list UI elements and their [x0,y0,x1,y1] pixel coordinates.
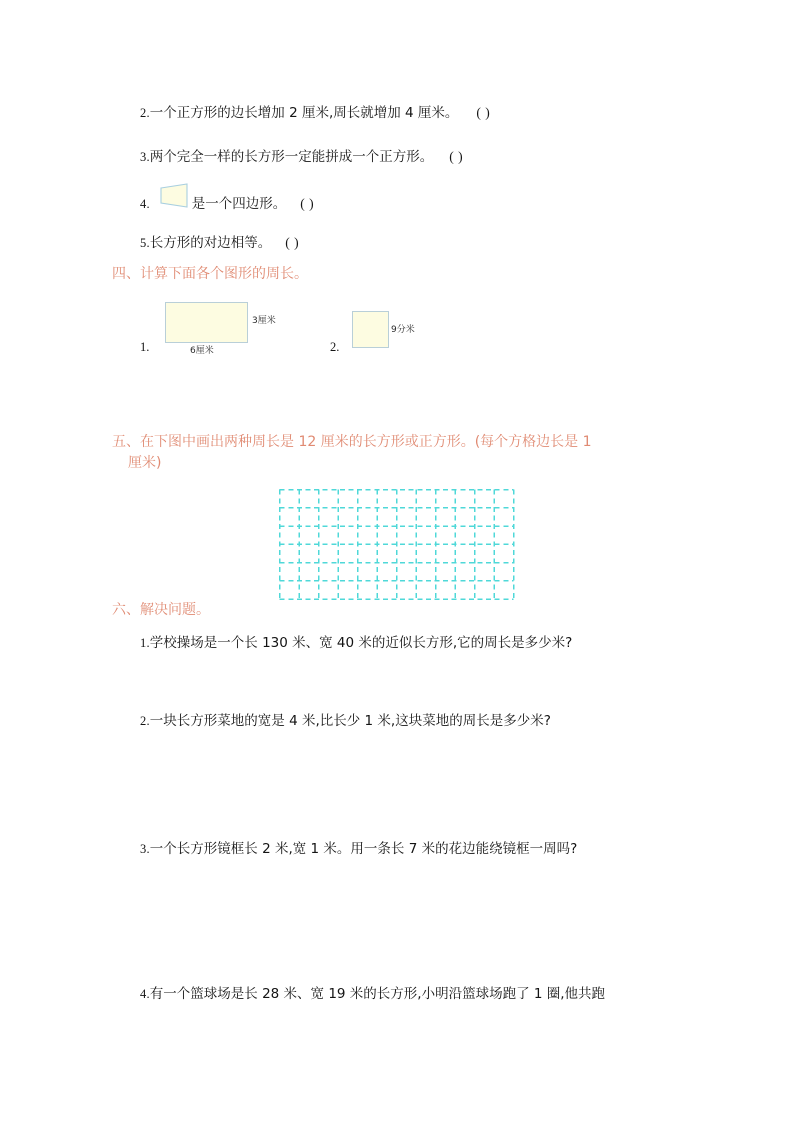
answer-bracket[interactable]: ( ) [476,105,491,120]
answer-bracket[interactable]: ( ) [300,196,315,211]
drawing-grid[interactable] [279,489,515,600]
true-false-item-3 [140,148,463,166]
problem-1 [140,634,572,652]
figure-1-height-label: 3厘米 [252,316,276,326]
answer-bracket[interactable]: ( ) [449,149,464,164]
true-false-item-2 [140,104,490,122]
figure-1-rectangle [165,302,248,343]
item-number: 4. [140,197,150,211]
figure-2-index: 2. [330,340,340,354]
problem-text: 学校操场是一个长 130 米、宽 40 米的近似长方形,它的周长是多少米? [149,635,573,651]
problem-text: 有一个篮球场是长 28 米、宽 19 米的长方形,小明沿篮球场跑了 1 圈,他共跑 [149,986,606,1002]
item-number: 5. [140,236,150,250]
problem-3 [140,840,577,858]
problem-text: 一个长方形镜框长 2 米,宽 1 米。用一条长 7 米的花边能绕镜框一周吗? [149,841,578,857]
section-five-heading-line2: 厘米) [128,455,162,471]
section-six-heading: 六、解决问题。 [112,602,210,618]
figure-2-side-label: 9分米 [391,325,415,335]
item-text: 是一个四边形。 [191,196,287,212]
item-text: 长方形的对边相等。 [149,235,272,251]
answer-bracket[interactable]: ( ) [285,235,300,250]
item-number: 2. [140,106,150,120]
item-text: 两个完全一样的长方形一定能拼成一个正方形。 [149,149,434,165]
item-number: 3. [140,150,150,164]
problem-number: 3. [140,842,150,856]
problem-number: 2. [140,714,150,728]
section-four-heading: 四、计算下面各个图形的周长。 [112,266,308,282]
problem-4 [140,985,605,1003]
quadrilateral-shape-icon [159,183,199,209]
figure-2-square [352,311,389,348]
section-five-heading-line1: 五、在下图中画出两种周长是 12 厘米的长方形或正方形。(每个方格边长是 1 [112,434,592,450]
problem-text: 一块长方形菜地的宽是 4 米,比长少 1 米,这块菜地的周长是多少米? [149,713,551,729]
figure-1-width-label: 6厘米 [190,346,214,356]
true-false-item-5 [140,234,299,252]
item-text: 一个正方形的边长增加 2 厘米,周长就增加 4 厘米。 [149,105,459,121]
problem-number: 4. [140,987,150,1001]
figure-1-index: 1. [140,340,150,354]
problem-2 [140,712,551,730]
problem-number: 1. [140,636,150,650]
